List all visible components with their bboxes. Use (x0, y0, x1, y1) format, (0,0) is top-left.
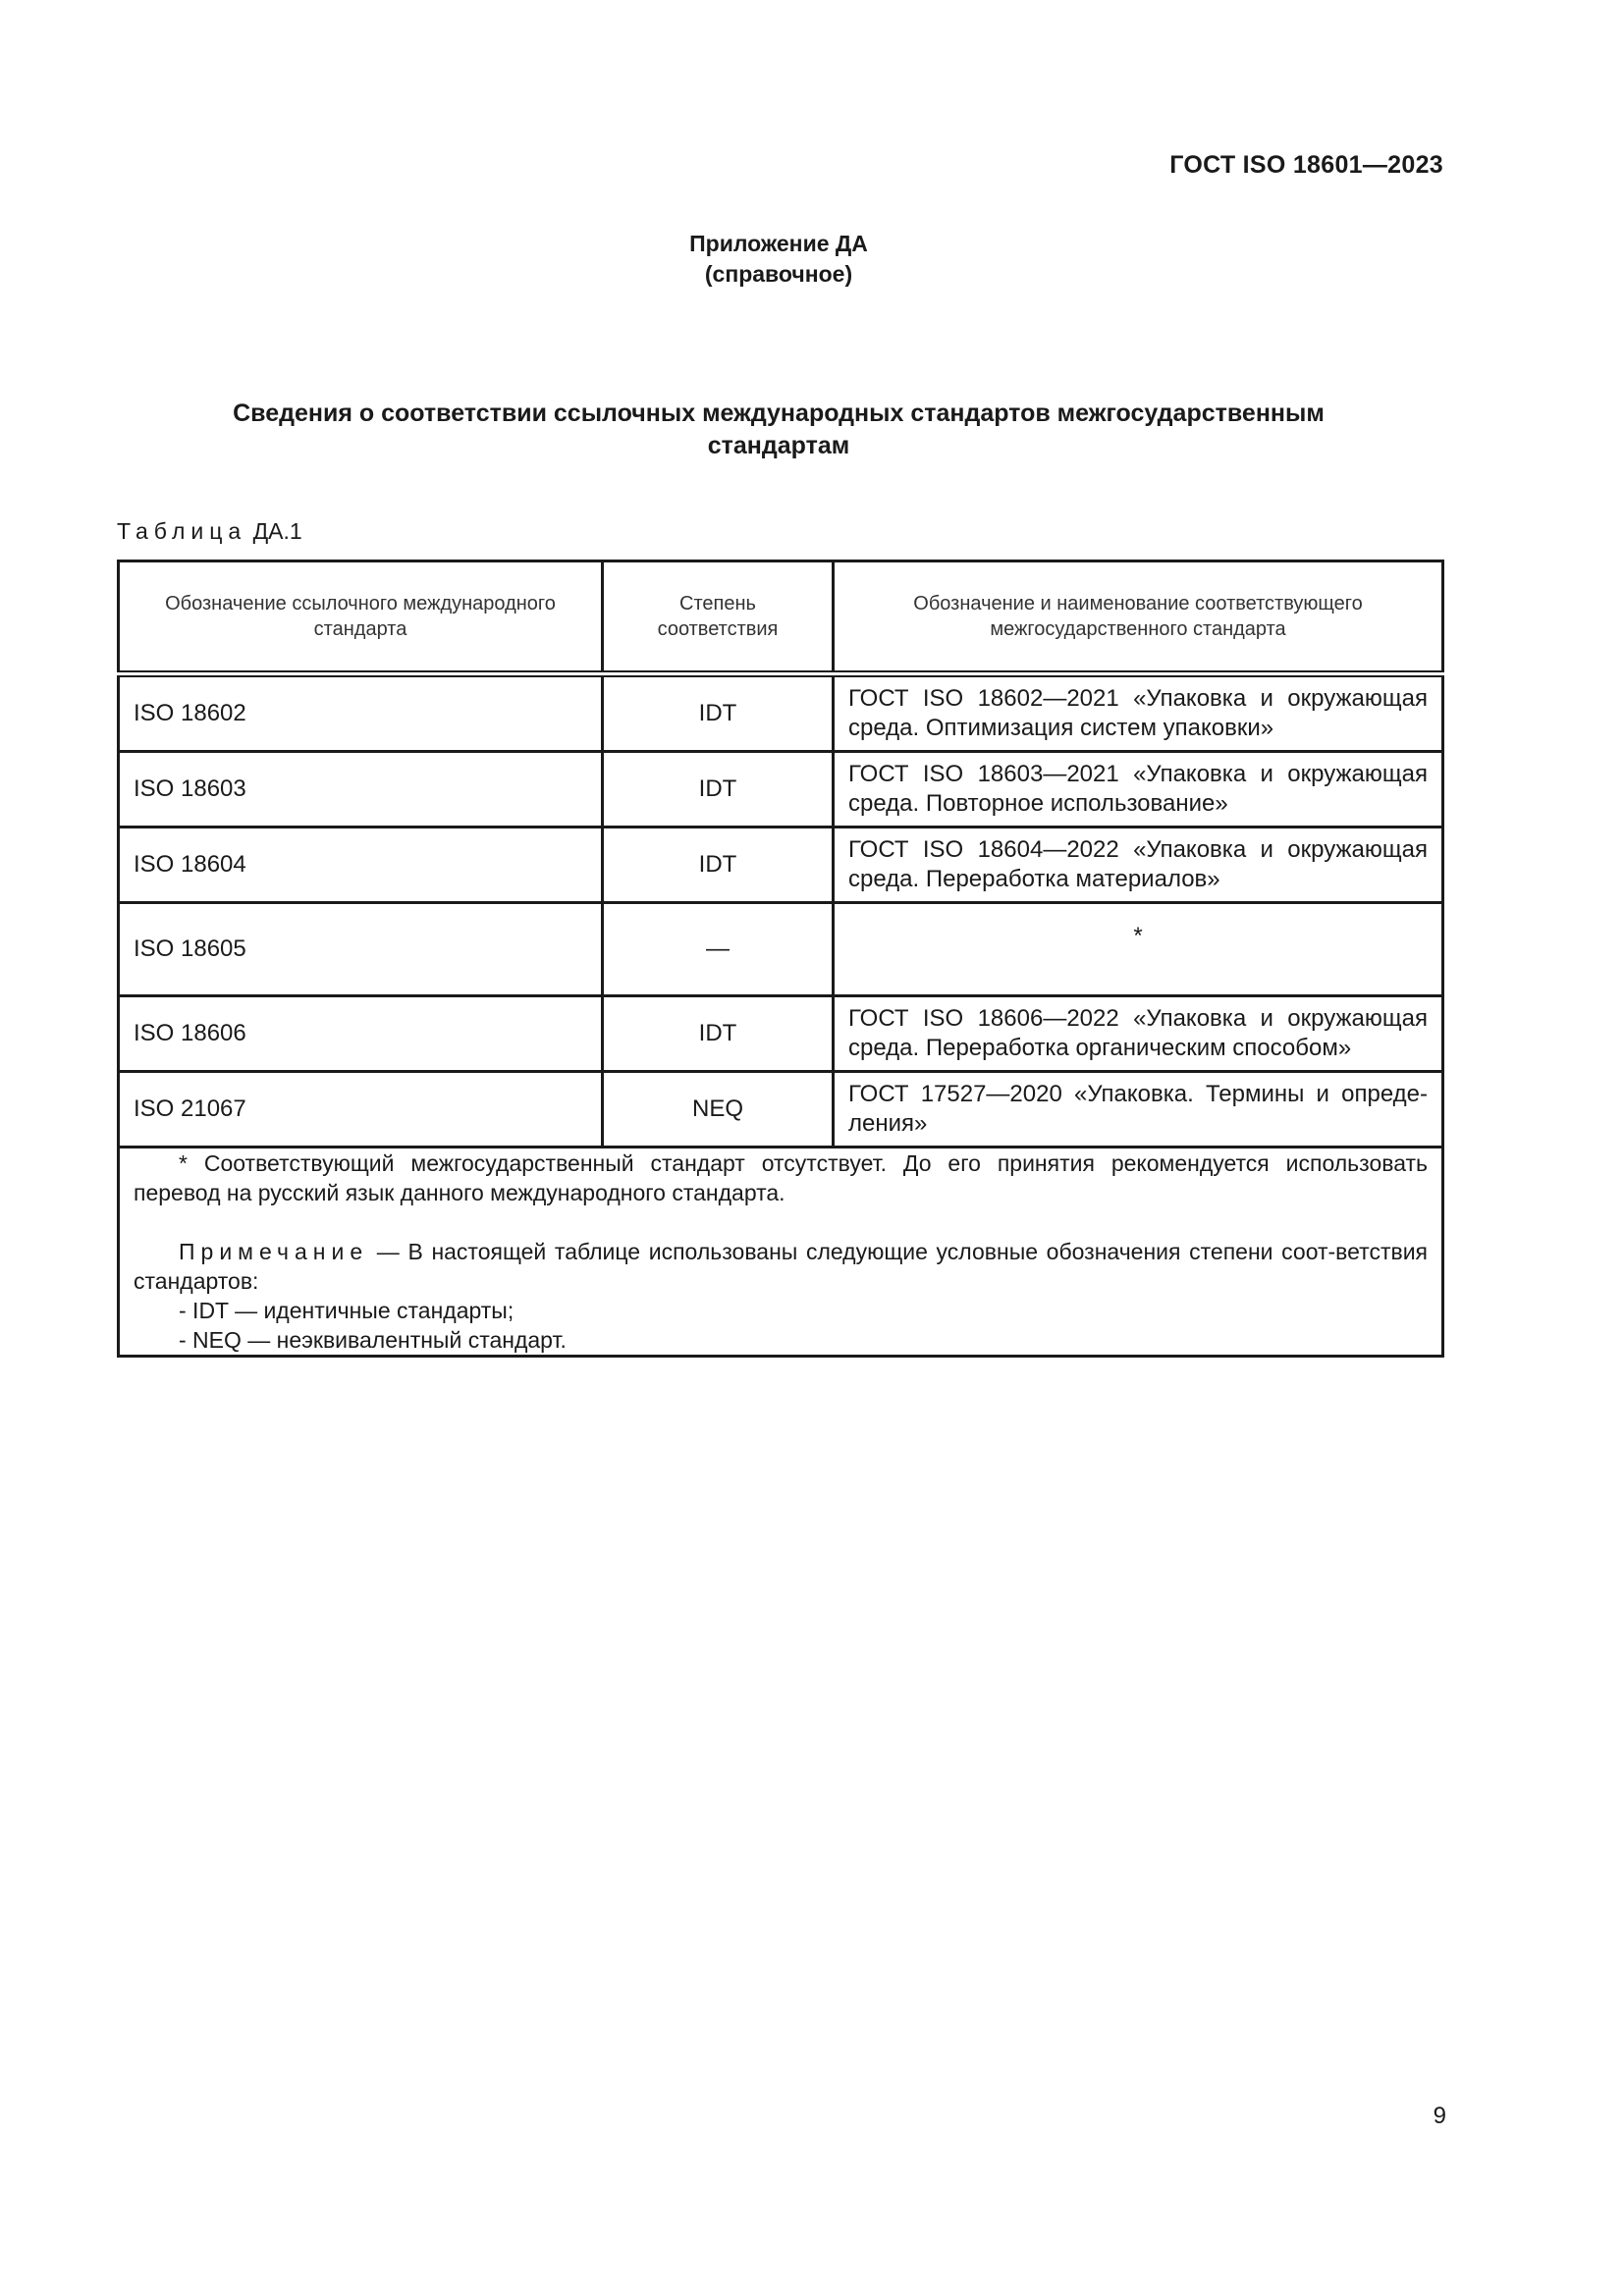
header-reference-standard: Обозначение ссылочного международного стандарта (119, 561, 603, 674)
cell-gost: ГОСТ ISO 18606—2022 «Упаковка и окружающая среда. Переработка органическим способом» (834, 996, 1443, 1072)
header-degree: Степень соответствия (603, 561, 834, 674)
footnote: * Соответствующий межгосударственный стандарт отсутствует. До его принятия рекомендуется использовать перевод на русский язык данного международного стандарта. (134, 1150, 1428, 1205)
section-title-line2: стандартам (707, 432, 850, 459)
cell-degree: IDT (603, 828, 834, 903)
cell-reference: ISO 18602 (119, 674, 603, 752)
table-header-row (119, 561, 1443, 674)
header-interstate-standard: Обозначение и наименование соответствующего межгосударственного стандарта (834, 561, 1443, 674)
annex-title: Приложение ДА (689, 231, 868, 256)
cell-degree: IDT (603, 674, 834, 752)
correspondence-table (117, 560, 1444, 1358)
table-caption-word: Таблица (117, 518, 247, 544)
note-item: - IDT — идентичные стандарты; (179, 1298, 514, 1323)
section-title (157, 398, 1400, 462)
table-row (119, 996, 1443, 1072)
table-row (119, 674, 1443, 752)
table-row (119, 828, 1443, 903)
document-code: ГОСТ ISO 18601—2023 (1169, 151, 1443, 179)
cell-gost: ГОСТ ISO 18602—2021 «Упаковка и окружающая среда. Оптимизация систем упаковки» (834, 674, 1443, 752)
table-caption-id: ДА.1 (252, 518, 302, 544)
annex-subtitle: (справочное) (704, 261, 853, 287)
table-row (119, 1072, 1443, 1148)
cell-reference: ISO 18604 (119, 828, 603, 903)
cell-degree: — (603, 903, 834, 996)
cell-gost: ГОСТ ISO 18603—2021 «Упаковка и окружающая среда. Повторное использование» (834, 752, 1443, 828)
cell-gost: ГОСТ 17527—2020 «Упаковка. Термины и опреде-ления» (834, 1072, 1443, 1148)
table-row (119, 903, 1443, 996)
table-caption (117, 518, 302, 545)
page-number: 9 (1433, 2103, 1446, 2129)
cell-reference: ISO 18605 (119, 903, 603, 996)
table-notes-row (119, 1148, 1443, 1357)
cell-degree: NEQ (603, 1072, 834, 1148)
note (134, 1237, 1428, 1296)
annex-heading (0, 229, 1557, 290)
cell-reference: ISO 18603 (119, 752, 603, 828)
cell-reference: ISO 21067 (119, 1072, 603, 1148)
cell-reference: ISO 18606 (119, 996, 603, 1072)
cell-degree: IDT (603, 752, 834, 828)
table-row (119, 752, 1443, 828)
note-label: Примечание (179, 1239, 369, 1264)
cell-gost: ГОСТ ISO 18604—2022 «Упаковка и окружающая среда. Переработка материалов» (834, 828, 1443, 903)
note-text: — В настоящей таблице использованы следующие условные обозначения степени соот-ветствия стандартов: (134, 1239, 1428, 1294)
cell-degree: IDT (603, 996, 834, 1072)
section-title-line1: Сведения о соответствии ссылочных международных стандартов межгосударственным (233, 400, 1325, 427)
table-notes (119, 1148, 1443, 1357)
note-item: - NEQ — неэквивалентный стандарт. (179, 1327, 567, 1353)
cell-gost: * (834, 903, 1443, 996)
